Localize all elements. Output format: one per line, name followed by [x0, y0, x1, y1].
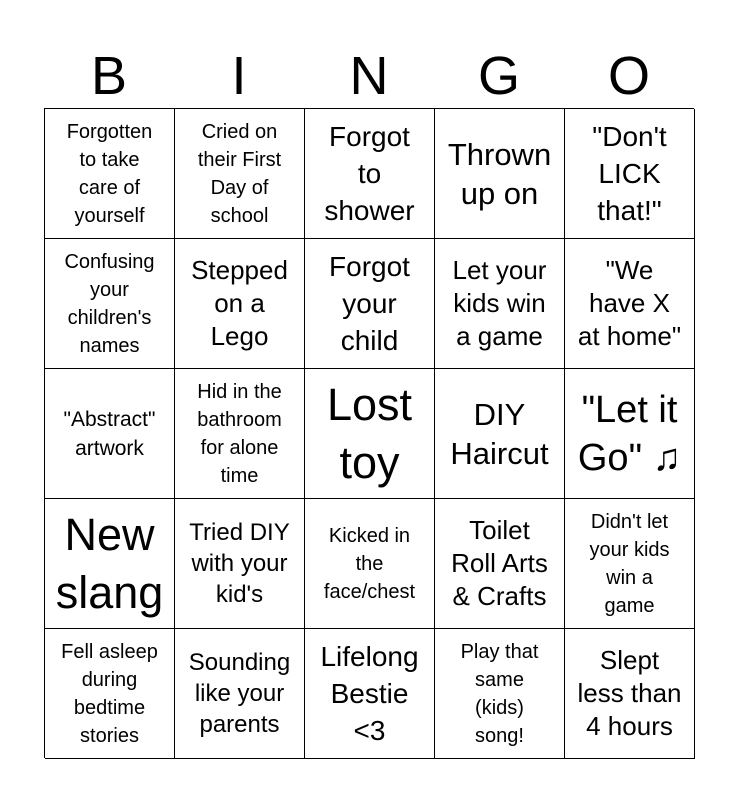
bingo-cell-4-0[interactable] — [45, 629, 175, 759]
bingo-cell-text: Lifelong Bestie <3 — [320, 641, 419, 746]
bingo-cell-text: Let your kids win a game — [452, 255, 547, 351]
bingo-cell-text: Toilet Roll Arts & Crafts — [451, 515, 548, 611]
bingo-cell-4-2[interactable] — [305, 629, 435, 759]
bingo-board — [44, 108, 694, 758]
bingo-header — [44, 44, 694, 108]
bingo-cell-4-1[interactable] — [175, 629, 305, 759]
bingo-cell-0-0[interactable] — [45, 109, 175, 239]
bingo-cell-text: "Let it Go" ♫ — [577, 388, 682, 479]
bingo-cell-3-4[interactable] — [565, 499, 695, 629]
bingo-cell-text: Tried DIY with your kid's — [189, 519, 290, 608]
bingo-cell-text: Stepped on a Lego — [191, 255, 288, 351]
bingo-cell-text: Fell asleep during bedtime stories — [61, 640, 158, 747]
bingo-cell-text: Sounding like your parents — [188, 649, 291, 738]
bingo-cell-4-3[interactable] — [435, 629, 565, 759]
bingo-cell-text: Didn't let your kids win a game — [589, 510, 670, 617]
bingo-cell-1-0[interactable] — [45, 239, 175, 369]
bingo-cell-text: Play that same (kids) song! — [460, 640, 539, 747]
bingo-cell-2-2[interactable] — [305, 369, 435, 499]
bingo-cell-text: Forgot to shower — [324, 121, 415, 226]
bingo-cell-text: "Don't LICK that!" — [592, 121, 667, 226]
bingo-cell-text: Slept less than 4 hours — [577, 645, 682, 741]
bingo-cell-text: DIY Haircut — [450, 396, 549, 471]
bingo-cell-text: New slang — [55, 508, 164, 618]
header-letter-i: I — [231, 46, 247, 106]
bingo-cell-text: Lost toy — [326, 378, 413, 488]
header-letter-b: B — [90, 46, 128, 106]
bingo-cell-0-4[interactable] — [565, 109, 695, 239]
header-letter-n: N — [349, 46, 389, 106]
bingo-cell-text: Forgot your child — [329, 251, 410, 356]
bingo-cell-text: Kicked in the face/chest — [323, 524, 416, 603]
bingo-cell-2-3[interactable] — [435, 369, 565, 499]
bingo-cell-0-1[interactable] — [175, 109, 305, 239]
bingo-cell-text: Forgotten to take care of yourself — [66, 120, 153, 227]
header-letter-g: G — [477, 46, 520, 106]
header-letter-o: O — [607, 46, 650, 106]
bingo-cell-text: Thrown up on — [447, 136, 552, 211]
bingo-cell-1-2[interactable] — [305, 239, 435, 369]
bingo-cell-1-4[interactable] — [565, 239, 695, 369]
bingo-cell-3-3[interactable] — [435, 499, 565, 629]
bingo-cell-0-3[interactable] — [435, 109, 565, 239]
bingo-cell-2-4[interactable] — [565, 369, 695, 499]
bingo-cell-text: Cried on their First Day of school — [197, 120, 282, 227]
bingo-cell-3-2[interactable] — [305, 499, 435, 629]
bingo-cell-0-2[interactable] — [305, 109, 435, 239]
bingo-cell-text: "We have X at home" — [577, 255, 682, 351]
bingo-cell-text: Confusing your children's names — [64, 250, 155, 357]
bingo-cell-3-0[interactable] — [45, 499, 175, 629]
bingo-cell-2-0[interactable] — [45, 369, 175, 499]
bingo-cell-text: "Abstract" artwork — [63, 407, 156, 460]
bingo-cell-4-4[interactable] — [565, 629, 695, 759]
bingo-cell-1-1[interactable] — [175, 239, 305, 369]
bingo-cell-2-1[interactable] — [175, 369, 305, 499]
bingo-cell-3-1[interactable] — [175, 499, 305, 629]
bingo-cell-1-3[interactable] — [435, 239, 565, 369]
bingo-cell-text: Hid in the bathroom for alone time — [197, 380, 282, 487]
